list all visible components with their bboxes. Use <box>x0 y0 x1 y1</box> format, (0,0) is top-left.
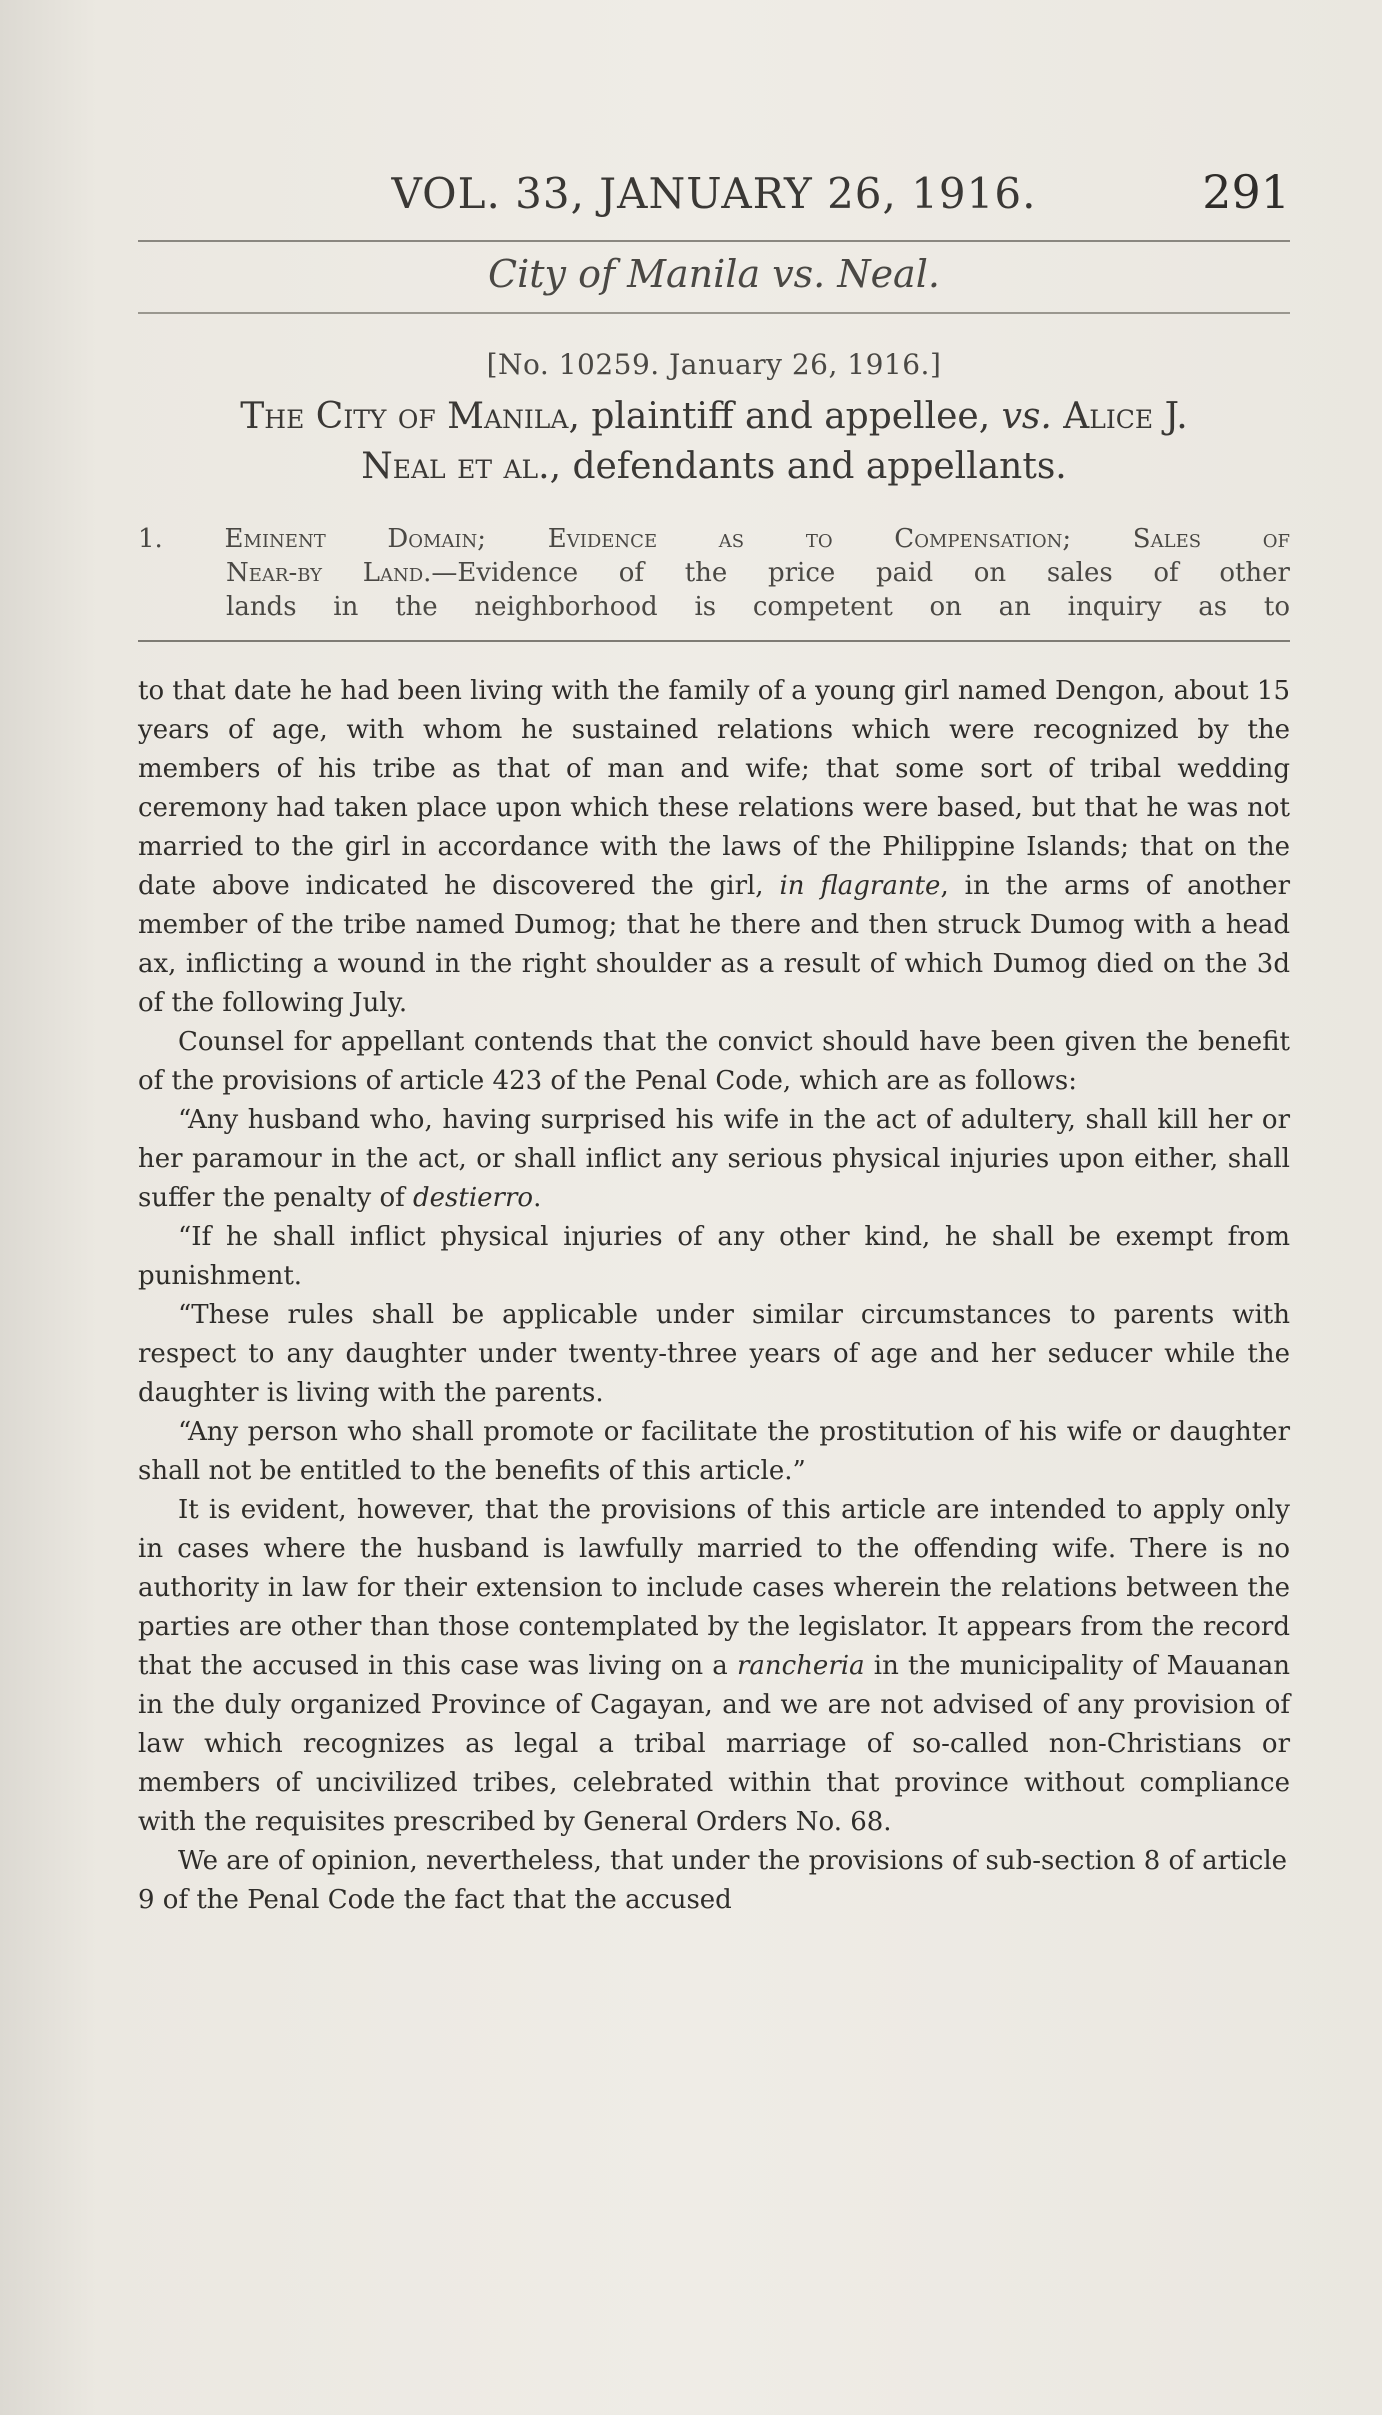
paragraph-3: “Any husband who, having surprised his wife in the act of adultery, shall kill her or her paramour in the act, or shall inflict any serious physical injuries upon either, shall suffer the penalty of destierro. <box>138 1105 1290 1213</box>
defendant-name-cont: Neal et al. <box>361 446 550 487</box>
opinion-text <box>138 672 1290 1920</box>
plaintiff-role: , plaintiff and appellee, <box>568 396 1002 437</box>
paragraph-5: “These rules shall be applicable under similar circumstances to parents with respect to any daughter under twenty-three years of age and her seducer while the daughter is living with the parents. <box>138 1300 1290 1408</box>
syllabus-number: 1. <box>138 524 163 554</box>
syllabus-rule <box>138 640 1290 642</box>
paragraph-7: It is evident, however, that the provisions of this article are intended to apply only in cases where the husband is lawfully married to the offending wife. There is no authority in law for their extension to include cases wherein the relations between the parties are other than those contemplated by the legislator. It appears from the record that the accused in this case was living on a rancheria in the municipality of Mauanan in the duly organized Province of Cagayan, and we are not advised of any provision of law which recognizes as legal a tribal marriage of so-called non-Christians or members of uncivilized tribes, celebrated within that province without compliance with the requisites prescribed by General Orders No. 68. <box>138 1495 1290 1837</box>
defendant-role: , defendants and appellants. <box>549 446 1067 487</box>
paragraph-8: We are of opinion, nevertheless, that under the provisions of sub-section 8 of article 9 of the Penal Code the fact that the accused <box>138 1846 1288 1915</box>
case-title-line-1 <box>138 392 1290 442</box>
page-number: 291 <box>1202 165 1290 219</box>
syllabus-line-2: Near-by Land.—Evidence of the price paid on sales of other <box>226 558 1290 588</box>
caption-rule <box>138 312 1290 314</box>
versus: vs. <box>1001 396 1052 437</box>
syllabus-line-1 <box>138 522 1290 556</box>
syllabus <box>138 522 1290 624</box>
plaintiff-name: The City of Manila <box>240 396 569 437</box>
case-caption: City of Manila vs. Neal. <box>488 252 940 296</box>
case-title <box>138 392 1290 492</box>
syllabus-heading: Eminent Domain; Evidence as to Compensation; Sales of <box>224 524 1290 554</box>
paragraph-1: to that date he had been living with the family of a young girl named Dengon, about 15 years of age, with whom he sustained relations which were recognized by the members of his tribe as that of man and wife; that some sort of tribal wedding ceremony had taken place upon which these relations were based, but that he was not married to the girl in accordance with the laws of the Philippine Islands; that on the date above indicated he discovered the girl, in flagrante, in the arms of another member of the tribe named Dumog; that he there and then struck Dumog with a head ax, inflicting a wound in the right shoulder as a result of which Dumog died on the 3d of the following July. <box>138 676 1290 1018</box>
case-title-line-2 <box>138 442 1290 492</box>
paragraph-4: “If he shall inflict physical injuries of any other kind, he shall be exempt from punishment. <box>138 1222 1290 1291</box>
docket-line: [No. 10259. January 26, 1916.] <box>486 348 942 381</box>
paragraph-6: “Any person who shall promote or facilitate the prostitution of his wife or daughter shall not be entitled to the benefits of this article.” <box>138 1417 1290 1486</box>
paragraph-2: Counsel for appellant contends that the convict should have been given the benefit of the provisions of article 423 of the Penal Code, which are as follows: <box>138 1027 1290 1096</box>
syllabus-heading-cont: Near-by Land. <box>226 558 432 588</box>
defendant-name: Alice J. <box>1063 396 1188 437</box>
running-head <box>138 165 1290 235</box>
syllabus-line-3: lands in the neighborhood is competent on an inquiry as to <box>226 592 1290 622</box>
header-rule <box>138 240 1290 242</box>
volume-date-line: VOL. 33, JANUARY 26, 1916. <box>391 169 1037 218</box>
